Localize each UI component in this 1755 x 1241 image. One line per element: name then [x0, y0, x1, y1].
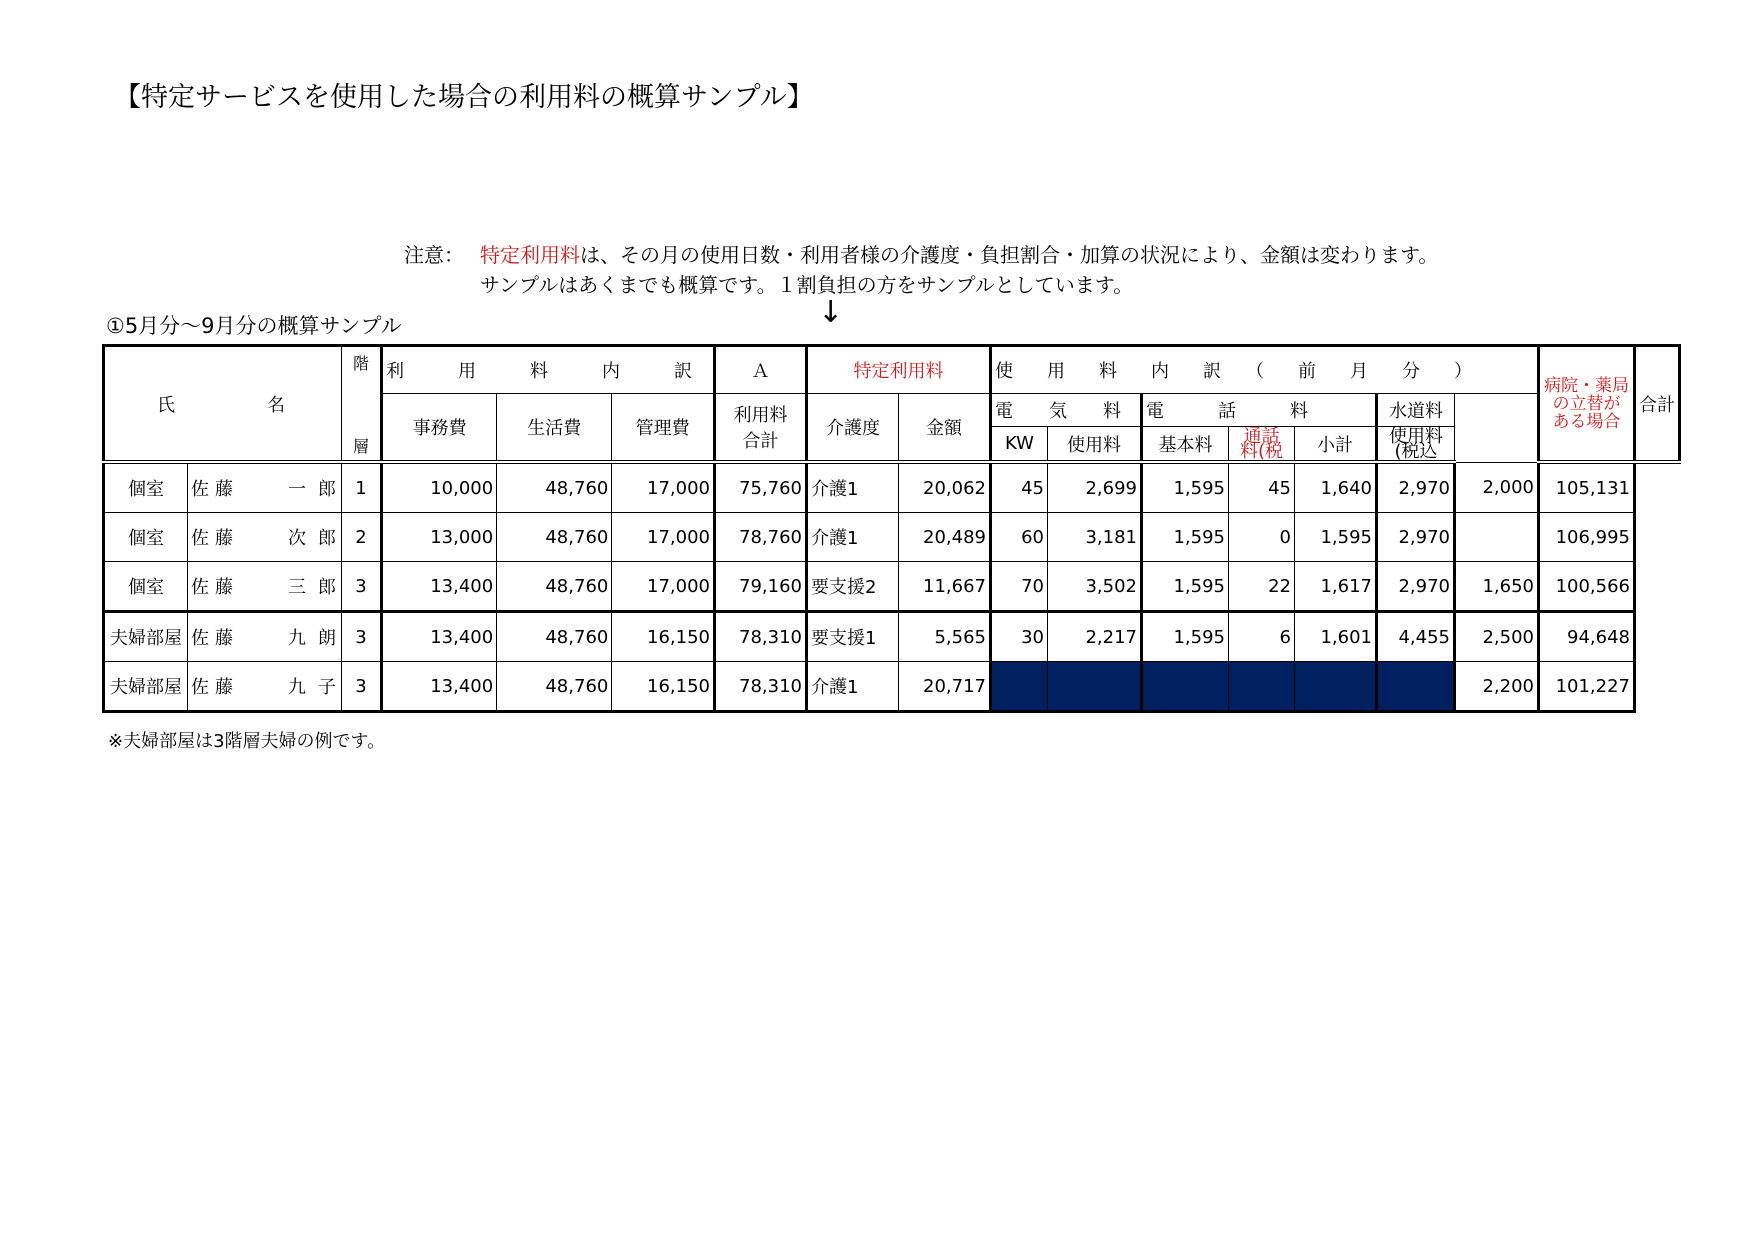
kw: 30: [991, 612, 1048, 662]
elec-fee: 2,699: [1048, 462, 1142, 513]
room-type: 個室: [104, 562, 188, 612]
header-living: 生活費: [497, 394, 612, 463]
table-row: [104, 513, 1680, 562]
row-total: 106,995: [1539, 513, 1635, 562]
header-water-use: [1377, 427, 1455, 463]
living-fee: 48,760: [497, 462, 612, 513]
phone-subtotal: 1,640: [1295, 462, 1377, 513]
shaded-cell: [1377, 662, 1455, 712]
header-call-fee-1: 通話: [1243, 425, 1280, 447]
header-floor-bottom: 層: [352, 437, 369, 456]
special-amount: 20,062: [899, 462, 991, 513]
down-arrow-icon: ↓: [818, 295, 844, 330]
elec-fee: 3,181: [1048, 513, 1142, 562]
row-total: 94,648: [1539, 612, 1635, 662]
basic-fee: 1,595: [1142, 513, 1229, 562]
water-fee: 2,970: [1377, 562, 1455, 612]
room-type: 夫婦部屋: [104, 662, 188, 712]
special-amount: 11,667: [899, 562, 991, 612]
notice-label: 注意：: [404, 243, 464, 267]
header-usage-total-2: 合計: [742, 431, 779, 452]
header-management: 管理費: [612, 394, 715, 463]
header-a: Ａ: [715, 346, 807, 394]
header-water: 水道料: [1377, 394, 1455, 427]
office-fee: 10,000: [382, 462, 497, 513]
shaded-cell: [1142, 662, 1229, 712]
water-fee: 2,970: [1377, 462, 1455, 513]
surname: 佐藤: [191, 479, 239, 500]
office-fee: 13,400: [382, 662, 497, 712]
row-total: 100,566: [1539, 562, 1635, 612]
call-fee: 22: [1229, 562, 1295, 612]
header-phone: 電 話 料: [1142, 394, 1377, 427]
phone-subtotal: 1,617: [1295, 562, 1377, 612]
water-fee: 4,455: [1377, 612, 1455, 662]
notice-line-2: サンプルはあくまでも概算です。１割負担の方をサンプルとしています。: [480, 273, 1134, 297]
special-amount: 20,717: [899, 662, 991, 712]
water-fee: 2,970: [1377, 513, 1455, 562]
floor: 3: [342, 562, 382, 612]
notice-line-1: [404, 240, 1438, 270]
header-hospital-text: [1542, 377, 1631, 431]
header-water-use-2: (税込: [1394, 440, 1438, 462]
call-fee: 45: [1229, 462, 1295, 513]
shaded-cell: [1295, 662, 1377, 712]
management-fee: 17,000: [612, 462, 715, 513]
notice: [404, 240, 1438, 300]
surname: 佐藤: [191, 528, 239, 549]
header-usage-total: [715, 394, 807, 463]
care-level: 介護1: [807, 462, 899, 513]
surname: 佐藤: [191, 677, 239, 698]
hospital-fee: [1455, 513, 1539, 562]
management-fee: 16,150: [612, 662, 715, 712]
table-row: [104, 612, 1680, 662]
floor: 2: [342, 513, 382, 562]
row-total: 101,227: [1539, 662, 1635, 712]
phone-subtotal: 1,595: [1295, 513, 1377, 562]
surname: 佐藤: [191, 577, 239, 598]
kw: 45: [991, 462, 1048, 513]
header-water-use-1: 使用料: [1389, 425, 1443, 447]
resident-name: [188, 612, 348, 662]
basic-fee: 1,595: [1142, 562, 1229, 612]
page-title: 【特定サービスを使用した場合の利用料の概算サンプル】: [114, 82, 814, 113]
room-type: 個室: [104, 513, 188, 562]
header-total: 合計: [1635, 346, 1680, 463]
section-subtitle: ①5月分～9月分の概算サンプル: [106, 314, 402, 338]
row-total: 105,131: [1539, 462, 1635, 513]
hospital-fee: 2,500: [1455, 612, 1539, 662]
header-floor: [342, 346, 382, 463]
given-name: 次郎: [288, 528, 348, 549]
resident-name: [188, 562, 348, 612]
office-fee: 13,400: [382, 562, 497, 612]
header-hospital-3: ある場合: [1552, 411, 1621, 432]
header-usage-total-1: 利用料: [733, 405, 788, 426]
care-level: 要支援1: [807, 612, 899, 662]
kw: 60: [991, 513, 1048, 562]
fee-table: [102, 344, 1681, 713]
kw: 70: [991, 562, 1048, 612]
given-name: 九子: [288, 677, 348, 698]
usage-total: 78,310: [715, 612, 807, 662]
room-type: 個室: [104, 462, 188, 513]
shaded-cell: [991, 662, 1048, 712]
shaded-cell: [1229, 662, 1295, 712]
header-electric: 電 気 料: [991, 394, 1142, 427]
footnote: ※夫婦部屋は3階層夫婦の例です。: [108, 731, 386, 752]
floor: 3: [342, 612, 382, 662]
room-type: 夫婦部屋: [104, 612, 188, 662]
care-level: 要支援2: [807, 562, 899, 612]
surname: 佐藤: [191, 628, 239, 649]
management-fee: 17,000: [612, 562, 715, 612]
shaded-cell: [1048, 662, 1142, 712]
office-fee: 13,400: [382, 612, 497, 662]
header-usage-breakdown: 利 用 料 内 訳: [382, 346, 715, 394]
basic-fee: 1,595: [1142, 612, 1229, 662]
table-row: [104, 662, 1680, 712]
given-name: 三郎: [288, 577, 348, 598]
header-subtotal: 小計: [1295, 427, 1377, 463]
elec-fee: 2,217: [1048, 612, 1142, 662]
header-special-fee: 特定利用料: [807, 346, 991, 394]
hospital-fee: 2,200: [1455, 662, 1539, 712]
usage-total: 75,760: [715, 462, 807, 513]
header-care-level: 介護度: [807, 394, 899, 463]
header-kw: KW: [991, 427, 1048, 463]
header-elec-fee: 使用料: [1048, 427, 1142, 463]
management-fee: 17,000: [612, 513, 715, 562]
special-amount: 5,565: [899, 612, 991, 662]
living-fee: 48,760: [497, 513, 612, 562]
living-fee: 48,760: [497, 612, 612, 662]
office-fee: 13,000: [382, 513, 497, 562]
usage-total: 78,310: [715, 662, 807, 712]
floor: 3: [342, 662, 382, 712]
elec-fee: 3,502: [1048, 562, 1142, 612]
call-fee: 6: [1229, 612, 1295, 662]
header-basic-fee: 基本料: [1142, 427, 1229, 463]
resident-name: [188, 513, 348, 562]
management-fee: 16,150: [612, 612, 715, 662]
given-name: 九朗: [288, 628, 348, 649]
header-call-fee-2: 料(税: [1239, 440, 1284, 462]
header-floor-top: 階: [352, 354, 369, 373]
header-hospital: [1539, 346, 1635, 463]
header-hospital-1: 病院・薬局: [1544, 375, 1629, 396]
floor: 1: [342, 462, 382, 513]
notice-highlight: 特定利用料: [480, 243, 580, 267]
hospital-fee: 2,000: [1455, 462, 1539, 513]
header-call-fee: [1229, 427, 1295, 463]
usage-total: 78,760: [715, 513, 807, 562]
table-row: [104, 562, 1680, 612]
call-fee: 0: [1229, 513, 1295, 562]
header-office: 事務費: [382, 394, 497, 463]
care-level: 介護1: [807, 662, 899, 712]
header-hospital-2: の立替が: [1552, 393, 1621, 414]
resident-name: [188, 662, 348, 712]
resident-name: [188, 462, 348, 513]
special-amount: 20,489: [899, 513, 991, 562]
notice-text-1: は、その月の使用日数・利用者様の介護度・負担割合・加算の状況により、金額は変わります。: [580, 243, 1439, 267]
header-amount: 金額: [899, 394, 991, 463]
header-prev-breakdown: 使 用 料 内 訳 （ 前 月 分 ）: [991, 346, 1539, 394]
table-row: [104, 462, 1680, 513]
care-level: 介護1: [807, 513, 899, 562]
phone-subtotal: 1,601: [1295, 612, 1377, 662]
hospital-fee: 1,650: [1455, 562, 1539, 612]
usage-total: 79,160: [715, 562, 807, 612]
basic-fee: 1,595: [1142, 462, 1229, 513]
given-name: 一郎: [288, 479, 348, 500]
header-name: 氏 名: [104, 346, 342, 463]
living-fee: 48,760: [497, 662, 612, 712]
living-fee: 48,760: [497, 562, 612, 612]
